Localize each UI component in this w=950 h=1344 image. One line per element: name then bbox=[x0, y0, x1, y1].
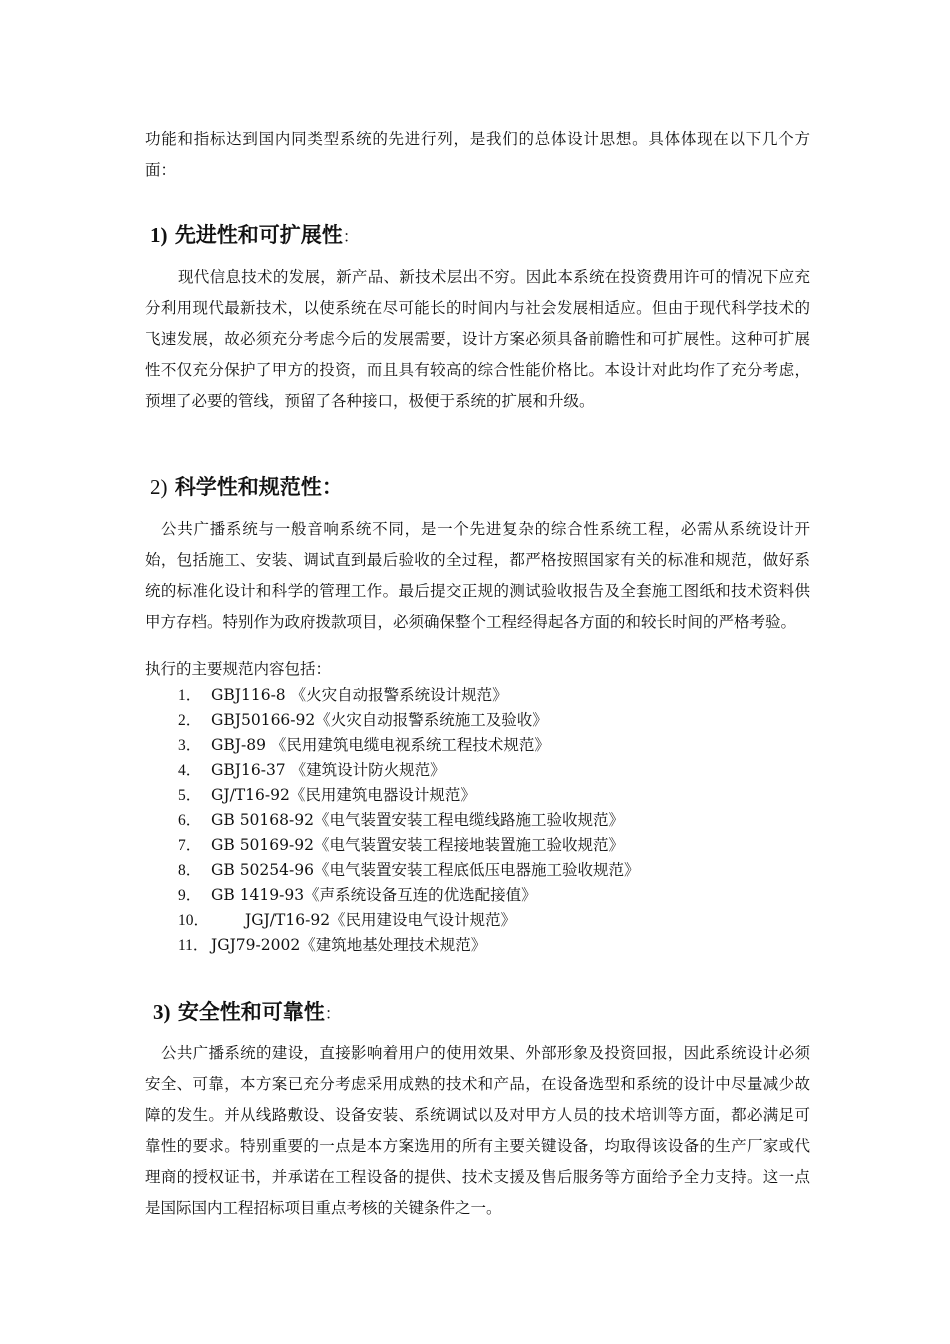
list-item-text: GB 50169-92《电气装置安装工程接地装置施工验收规范》 bbox=[211, 836, 624, 854]
list-item-number: 2． bbox=[178, 712, 202, 729]
list-item-text: GB 50254-96《电气装置安装工程底低压电器施工验收规范》 bbox=[211, 861, 640, 879]
section-title: 科学性和规范性 bbox=[174, 474, 322, 499]
section-heading-2 bbox=[150, 472, 343, 502]
section-colon: ： bbox=[342, 227, 359, 246]
section-heading-3 bbox=[153, 997, 341, 1029]
section-number: 2) bbox=[150, 475, 168, 499]
list-item-number: 6． bbox=[178, 812, 202, 829]
list-item-text: JGJ/T16-92《民用建设电气设计规范》 bbox=[245, 911, 517, 929]
list-item-number: 5． bbox=[178, 787, 202, 804]
list-item-number: 11． bbox=[178, 937, 209, 954]
section-title: 先进性和可扩展性 bbox=[174, 222, 343, 247]
section-colon: ： bbox=[324, 1004, 341, 1023]
list-item-number: 10． bbox=[178, 912, 210, 929]
section-2-body: 公共广播系统与一般音响系统不同，是一个先进复杂的综合性系统工程，必需从系统设计开始，包括施工、安装、调试直到最后验收的全过程，都严格按照国家有关的标准和规范，做好系统的标准化设计和科学的管理工作。最后提交正规的测试验收报告及全套施工图纸和技术资料供甲方存档。特别作为政府拨款项目，必须确保整个工程经得起各方面的和较长时间的严格考验。 bbox=[145, 520, 810, 631]
section-1-body: 现代信息技术的发展，新产品、新技术层出不穷。因此本系统在投资费用许可的情况下应充分利用现代最新技术，以使系统在尽可能长的时间内与社会发展相适应。但由于现代科学技术的飞速发展，故必须充分考虑今后的发展需要，设计方案必须具备前瞻性和可扩展性。这种可扩展性不仅充分保护了甲方的投资，而且具有较高的综合性能价格比。本设计对此均作了充分考虑，预埋了必要的管线，预留了各种接口，极便于系统的扩展和升级。 bbox=[145, 268, 810, 410]
standards-intro: 执行的主要规范内容包括： bbox=[145, 660, 332, 678]
list-item-number: 7． bbox=[178, 837, 202, 854]
section-heading-1 bbox=[150, 220, 359, 252]
list-item-text: GB 1419-93《声系统设备互连的优选配接值》 bbox=[211, 886, 537, 904]
list-item-text: GB 50168-92《电气装置安装工程电缆线路施工验收规范》 bbox=[211, 811, 624, 829]
list-item-text: GBJ-89 《民用建筑电缆电视系统工程技术规范》 bbox=[211, 736, 550, 754]
list-item-number: 4． bbox=[178, 762, 202, 779]
list-item-number: 9． bbox=[178, 887, 202, 904]
list-item-text: GBJ16-37 《建筑设计防火规范》 bbox=[211, 761, 446, 779]
section-colon: ： bbox=[321, 474, 343, 499]
section-3-body: 公共广播系统的建设，直接影响着用户的使用效果、外部形象及投资回报，因此系统设计必须安全、可靠，本方案已充分考虑采用成熟的技术和产品，在设备选型和系统的设计中尽量减少故障的发生。并从线路敷设、设备安装、系统调试以及对甲方人员的技术培训等方面，都必满足可靠性的要求。特别重要的一点是本方案选用的所有主要关键设备，均取得该设备的生产厂家或代理商的授权证书，并承诺在工程设备的提供、技术支援及售后服务等方面给予全力支持。这一点是国际国内工程招标项目重点考核的关键条件之一。 bbox=[145, 1044, 810, 1217]
list-item-text: GBJ50166-92《火灾自动报警系统施工及验收》 bbox=[211, 711, 548, 729]
section-title: 安全性和可靠性 bbox=[177, 999, 325, 1024]
intro-paragraph: 功能和指标达到国内同类型系统的先进行列，是我们的总体设计思想。具体体现在以下几个方面： bbox=[145, 130, 810, 179]
list-item-text: GJ/T16-92《民用建筑电器设计规范》 bbox=[211, 786, 476, 804]
list-item-number: 3． bbox=[178, 737, 202, 754]
section-number: 3) bbox=[153, 1000, 171, 1024]
section-number: 1) bbox=[150, 223, 168, 247]
list-item-text: JGJ79-2002《建筑地基处理技术规范》 bbox=[211, 936, 487, 954]
list-item-text: GBJ116-8 《火灾自动报警系统设计规范》 bbox=[211, 686, 508, 704]
list-item-number: 8． bbox=[178, 862, 202, 879]
list-item-number: 1． bbox=[178, 687, 202, 704]
